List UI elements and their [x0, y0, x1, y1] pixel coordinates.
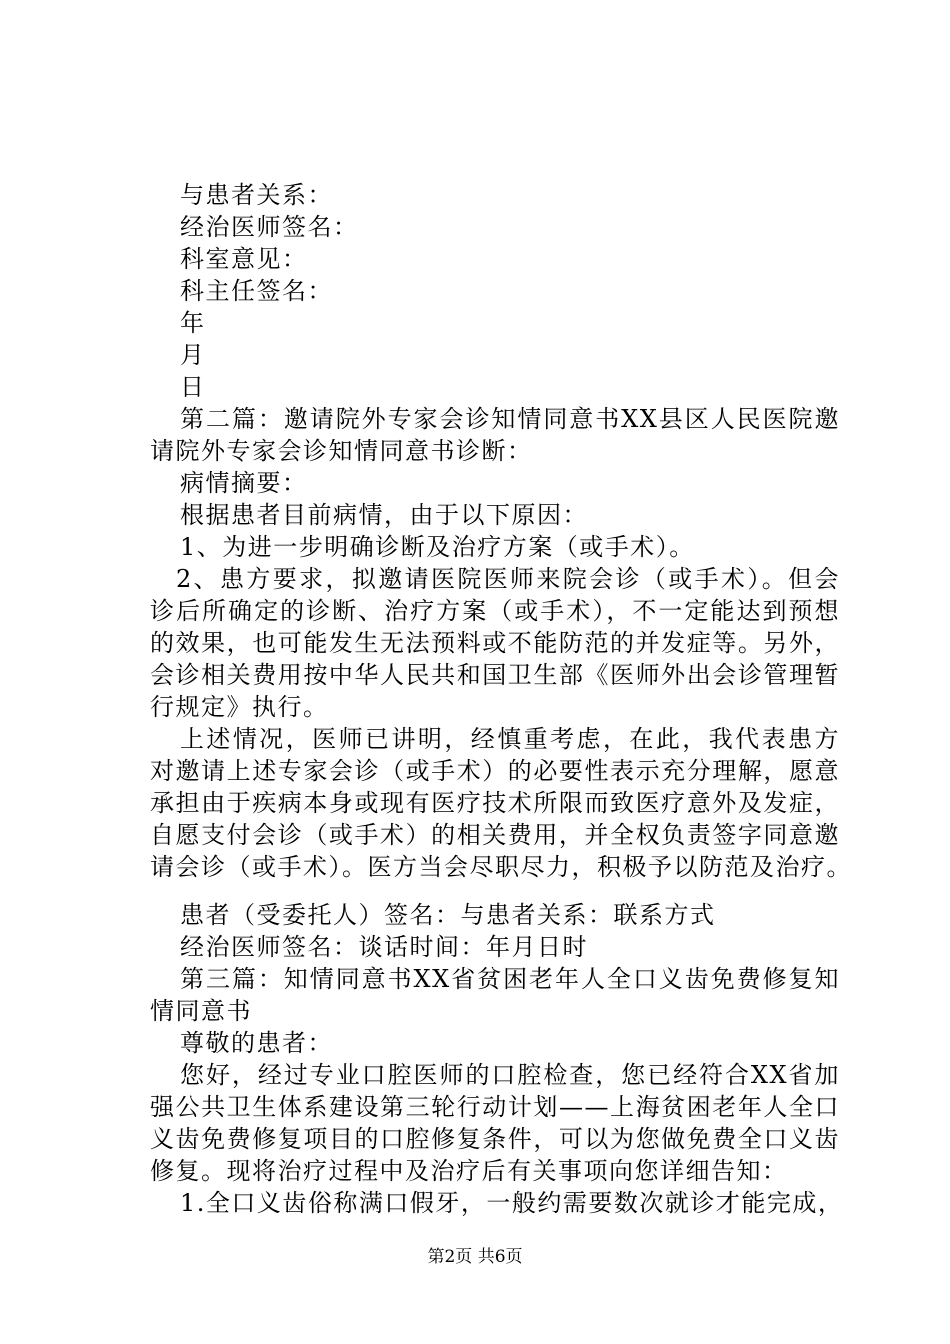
- field-department-opinion: 科室意见：: [180, 245, 308, 273]
- section-heading-part-two-cont: 请院外专家会诊知情同意书诊断：: [150, 437, 533, 465]
- field-department-head-signature: 科主任签名：: [180, 277, 333, 305]
- field-day: 日: [180, 373, 206, 401]
- paragraph-line: 诊后所确定的诊断、治疗方案（或手术），不一定能达到预想: [150, 597, 840, 625]
- page-number-footer: 第2页 共6页: [427, 1247, 523, 1267]
- paragraph-line: 1.全口义齿俗称满口假牙，一般约需要数次就诊才能完成，: [180, 1189, 844, 1217]
- paragraph-line: 自愿支付会诊（或手术）的相关费用，并全权负责签字同意邀: [150, 821, 840, 849]
- paragraph-line: 上述情况，医师已讲明，经慎重考虑，在此，我代表患方: [180, 725, 840, 753]
- paragraph-line: 会诊相关费用按中华人民共和国卫生部《医师外出会诊管理暂: [150, 661, 840, 689]
- paragraph-line: 承担由于疾病本身或现有医疗技术所限而致医疗意外及发症，: [150, 789, 840, 817]
- paragraph-line: 对邀请上述专家会诊（或手术）的必要性表示充分理解，愿意: [150, 757, 840, 785]
- paragraph-line: 的效果，也可能发生无法预料或不能防范的并发症等。另外，: [150, 629, 840, 657]
- paragraph-line: 根据患者目前病情，由于以下原因：: [180, 501, 588, 529]
- paragraph-line: 义齿免费修复项目的口腔修复条件，可以为您做免费全口义齿: [150, 1125, 840, 1153]
- section-heading-part-three: 第三篇：知情同意书XX省贫困老年人全口义齿免费修复知: [180, 965, 840, 993]
- paragraph-line: 强公共卫生体系建设第三轮行动计划——上海贫困老年人全口: [150, 1093, 840, 1121]
- field-year: 年: [180, 309, 206, 337]
- paragraph-line: 2、患方要求，拟邀请医院医师来院会诊（或手术）。但会: [176, 565, 840, 593]
- paragraph-line: 病情摘要：: [180, 469, 308, 497]
- paragraph-line: 请会诊（或手术）。医方当会尽职尽力，积极予以防范及治疗。: [150, 853, 852, 881]
- paragraph-line: 1、为进一步明确诊断及治疗方案（或手术）。: [180, 533, 695, 561]
- paragraph-line: 修复。现将治疗过程中及治疗后有关事项向您详细告知：: [150, 1157, 788, 1185]
- salutation: 尊敬的患者：: [180, 1029, 333, 1057]
- section-heading-part-two: 第二篇：邀请院外专家会诊知情同意书XX县区人民医院邀: [180, 405, 840, 433]
- paragraph-line: 行规定》执行。: [150, 693, 329, 721]
- paragraph-line: 您好，经过专业口腔医师的口腔检查，您已经符合XX省加: [180, 1061, 840, 1089]
- field-month: 月: [180, 341, 206, 369]
- signature-line-physician: 经治医师签名：谈话时间：年月日时: [180, 933, 588, 961]
- field-relation-to-patient: 与患者关系：: [180, 181, 333, 209]
- field-attending-physician-signature: 经治医师签名：: [180, 213, 359, 241]
- section-heading-part-three-cont: 情同意书: [150, 997, 252, 1025]
- signature-line-patient: 患者（受委托人）签名：与患者关系：联系方式: [180, 901, 716, 929]
